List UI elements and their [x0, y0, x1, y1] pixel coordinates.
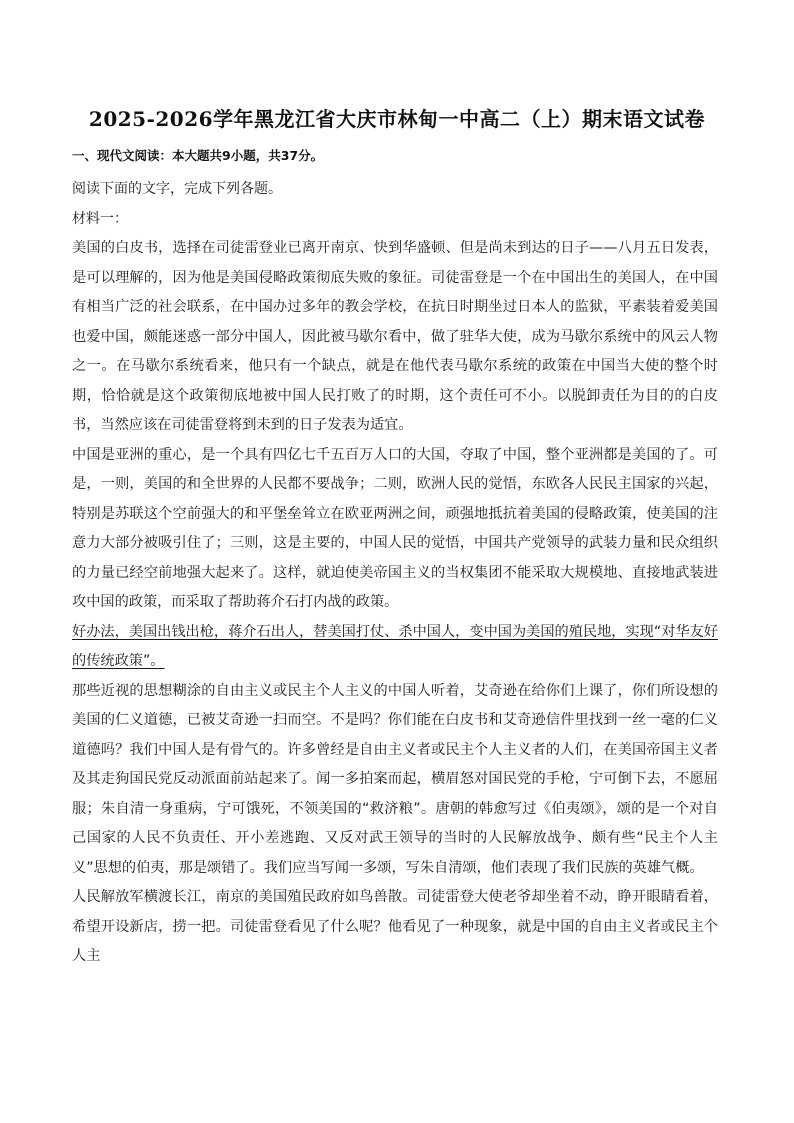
underlined-sentence: 好办法，美国出钱出枪，蒋介石出人，替美国打仗、杀中国人，变中国为美国的殖民地，实现“对华友好的传统政策”。 — [72, 623, 718, 669]
exam-title: 2025-2026学年黑龙江省大庆市林甸一中高二（上）期末语文试卷 — [88, 107, 706, 131]
material-label: 材料一： — [72, 211, 128, 227]
passage-paragraph: 人民解放军横渡长江，南京的美国殖民政府如鸟兽散。司徒雷登大使老爷却坐着不动，睁开眼睛看着，希望开设新店，捞一把。司徒雷登看见了什么呢？他看见了一种现象，就是中国的自由主义者或民主个人主 — [72, 889, 718, 964]
passage-paragraph: 美国的白皮书，选择在司徒雷登业已离开南京、快到华盛顿、但是尚未到达的日子——八月五日发表，是可以理解的，因为他是美国侵略政策彻底失败的象征。司徒雷登是一个在中国出生的美国人，在中国有相当广泛的社会联系，在中国办过多年的教会学校，在抗日时期坐过日本人的监狱，平素装着爱美国也爱中国，颇能迷惑一部分中国人，因此被马歇尔看中，做了驻华大使，成为马歇尔系统中的风云人物之一。在马歇尔系统看来，他只有一个缺点，就是在他代表马歇尔系统的政策在中国当大使的整个时期，恰恰就是这个政策彻底地被中国人民打败了的时期，这个责任可不小。以脱卸责任为目的的白皮书，当然应该在司徒雷登将到未到的日子发表为适宜。 — [72, 240, 718, 433]
section-heading: 一、现代文阅读：本大题共9小题，共37分。 — [72, 148, 324, 163]
reading-instruction: 阅读下面的文字，完成下列各题。 — [72, 181, 282, 197]
passage-paragraph: 中国是亚洲的重心，是一个具有四亿七千五百万人口的大国，夺取了中国，整个亚洲都是美国的了。可是，一则，美国的和全世界的人民都不要战争；二则，欧洲人民的觉悟，东欧各人民民主国家的兴起，特别是苏联这个空前强大的和平堡垒耸立在欧亚两洲之间，顽强地抵抗着美国的侵略政策，使美国的注意力大部分被吸引住了；三则，这是主要的，中国人民的觉悟，中国共产党领导的武装力量和民众组织的力量已经空前地强大起来了。这样，就迫使美帝国主义的当权集团不能采取大规模地、直接地武装进攻中国的政策，而采取了帮助蒋介石打内战的政策。 — [72, 446, 718, 610]
passage-body — [72, 234, 718, 972]
passage-paragraph: 那些近视的思想糊涂的自由主义或民主个人主义的中国人听着，艾奇逊在给你们上课了，你们所设想的美国的仁义道德，已被艾奇逊一扫而空。不是吗？你们能在白皮书和艾奇逊信件里找到一丝一毫的仁义道德吗？我们中国人是有骨气的。许多曾经是自由主义者或民主个人主义者的人们，在美国帝国主义者及其走狗国民党反动派面前站起来了。闻一多拍案而起，横眉怒对国民党的手枪，宁可倒下去，不愿屈服；朱自清一身重病，宁可饿死，不领美国的“救济粮”。唐朝的韩愈写过《伯夷颂》，颂的是一个对自己国家的人民不负责任、开小差逃跑、又反对武王领导的当时的人民解放战争、颇有些“民主个人主义”思想的伯夷，那是颂错了。我们应当写闻一多颂，写朱自清颂，他们表现了我们民族的英雄气概。 — [72, 682, 718, 876]
